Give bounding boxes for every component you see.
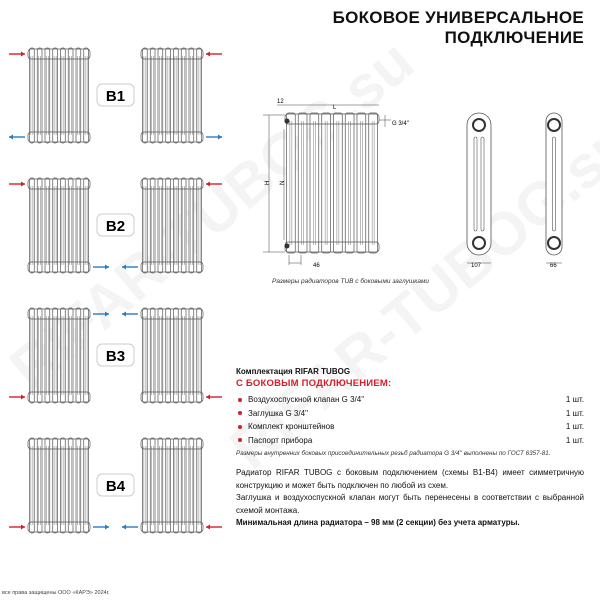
page-title: [333, 8, 584, 48]
side-view: [546, 113, 562, 263]
scheme-b2: [9, 178, 222, 273]
return-arrow-icon: [122, 265, 138, 270]
kit-item-label: [236, 409, 308, 418]
kit-note: Размеры внутренних боковых присоединительных резьб радиатора G 3/4'' выполнены по ГОСТ 6357-81.: [236, 450, 551, 457]
return-arrow-icon: [93, 312, 109, 317]
kit-item: [236, 434, 584, 448]
supply-arrow-icon: [206, 525, 222, 530]
drawing-caption: Размеры радиаторов TUB с боковыми заглушками: [272, 278, 430, 285]
return-arrow-icon: [93, 525, 109, 530]
description-p1: Радиатор RIFAR TUBOG с боковым подключением (схемы B1-B4) имеет симметричную конструкцию и может быть подключен по любой из схем.: [236, 468, 584, 490]
supply-arrow-icon: [9, 525, 25, 530]
dim-axis: N: [280, 180, 286, 185]
dim-offset: 12: [277, 99, 284, 105]
connection-schemes: [0, 0, 240, 560]
return-arrow-icon: [206, 135, 222, 140]
dim-height: H: [265, 180, 271, 185]
kit-item-qty: 1 шт.: [565, 422, 584, 432]
kit-item-name: Комплект кронштейнов: [248, 422, 335, 432]
return-arrow-icon: [93, 265, 109, 270]
kit-item-qty: 1 шт.: [565, 395, 584, 405]
scheme-label: B1: [105, 88, 126, 105]
scheme-label: B4: [105, 478, 126, 495]
kit-item: [236, 393, 584, 407]
kit-item: [236, 407, 584, 421]
bullet-icon: [238, 438, 242, 442]
radiator-right: [141, 438, 203, 533]
dim-section: 46: [313, 263, 320, 269]
radiator-left: [28, 438, 90, 533]
title-line-2: ПОДКЛЮЧЕНИЕ: [444, 28, 584, 47]
description-p2: Заглушка и воздухоспускной клапан могут быть перенесены в соответствии с выбранной схемой монтажа.: [236, 493, 584, 515]
dim-thread: G 3/4'': [392, 121, 409, 127]
dim-depth-3: 107: [471, 263, 482, 269]
supply-arrow-icon: [9, 395, 25, 400]
radiator-dimension-drawing: [255, 95, 600, 275]
radiator-left: [28, 178, 90, 273]
kit-subtitle: С БОКОВЫМ ПОДКЛЮЧЕНИЕМ:: [236, 378, 392, 389]
description: [236, 467, 584, 530]
copyright: все права защищены ООО «КАРЭ» 2024г.: [2, 590, 110, 596]
kit-section: [236, 367, 584, 457]
bullet-icon: [238, 425, 242, 429]
kit-item-label: [236, 395, 364, 404]
supply-arrow-icon: [206, 182, 222, 187]
return-arrow-icon: [122, 525, 138, 530]
radiator-right: [141, 48, 203, 143]
description-p3: Минимальная длина радиатора – 98 мм (2 секции) без учета арматуры.: [236, 518, 520, 527]
return-arrow-icon: [9, 135, 25, 140]
side-view: [467, 113, 491, 263]
kit-item-name: Заглушка G 3/4'': [248, 408, 309, 418]
bullet-icon: [238, 398, 242, 402]
kit-item-qty: 1 шт.: [565, 408, 584, 418]
scheme-b3: [9, 308, 222, 403]
radiator-left: [28, 308, 90, 403]
supply-arrow-icon: [9, 52, 25, 57]
scheme-label: B3: [105, 348, 126, 365]
radiator-left: [28, 48, 90, 143]
scheme-label: B2: [105, 218, 126, 235]
kit-item: [236, 420, 584, 434]
supply-arrow-icon: [206, 52, 222, 57]
bullet-icon: [238, 411, 242, 415]
kit-item-qty: 1 шт.: [565, 435, 584, 445]
kit-item-name: Паспорт прибора: [248, 435, 313, 445]
return-arrow-icon: [122, 312, 138, 317]
title-line-1: БОКОВОЕ УНИВЕРСАЛЬНОЕ: [332, 8, 584, 27]
radiator-right: [141, 178, 203, 273]
kit-item-label: [236, 436, 312, 445]
scheme-b4: [9, 438, 222, 533]
supply-arrow-icon: [206, 395, 222, 400]
kit-item-label: [236, 422, 334, 431]
dim-length: L: [333, 105, 337, 111]
scheme-b1: [9, 48, 222, 143]
kit-title: Комплектация RIFAR TUBOG: [236, 367, 351, 376]
kit-list: [236, 393, 584, 447]
dim-depth-2: 66: [550, 263, 557, 269]
kit-item-name: Воздухоспускной клапан G 3/4'': [248, 395, 365, 405]
supply-arrow-icon: [9, 182, 25, 187]
radiator-right: [141, 308, 203, 403]
